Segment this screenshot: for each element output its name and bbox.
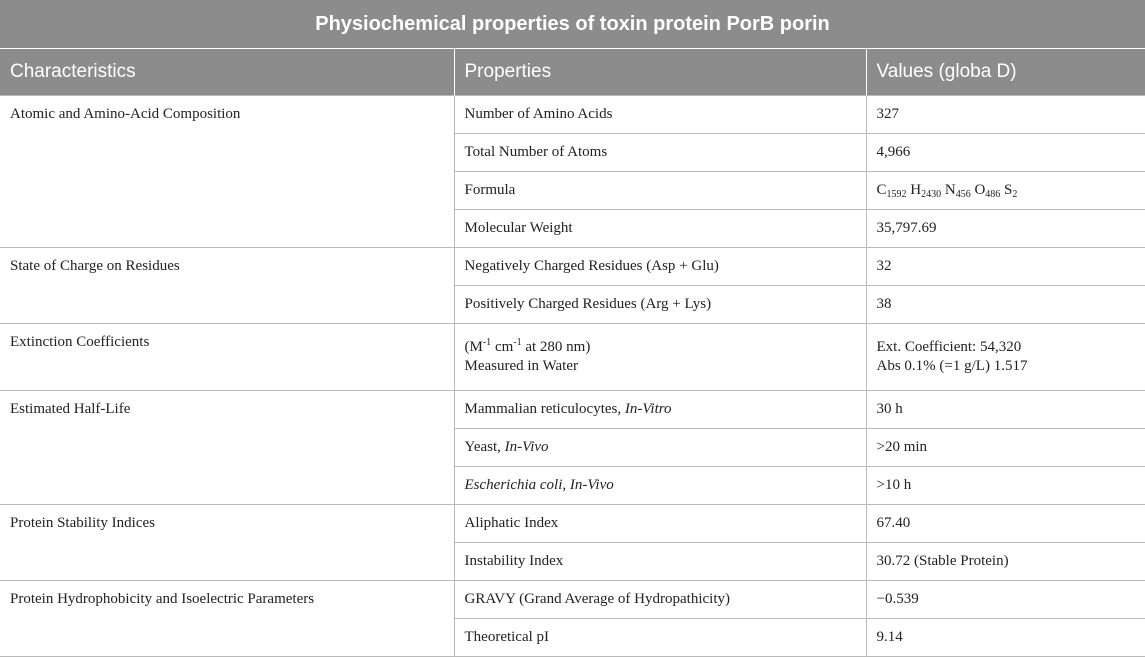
table-title: Physiochemical properties of toxin protein PorB porin — [0, 0, 1145, 49]
ext-coefficient: Ext. Coefficient: 54,320 — [876, 339, 1022, 355]
table-row — [0, 96, 1145, 134]
table-row — [0, 581, 1145, 619]
value-cell: >10 h — [866, 467, 1145, 505]
organism: Yeast — [464, 439, 498, 455]
formula-element: H — [910, 182, 922, 198]
column-header-values: Values (globa D) — [866, 49, 1145, 96]
unit-rest: at 280 nm) — [525, 339, 591, 355]
abs-value: Abs 0.1% (=1 g/L) 1.517 — [876, 358, 1028, 374]
property-cell: GRAVY (Grand Average of Hydropathicity) — [454, 581, 866, 619]
group-label-halflife: Estimated Half-Life — [0, 391, 454, 505]
formula-subscript: 2430 — [921, 189, 942, 200]
condition: In-Vivo — [569, 477, 614, 493]
group-label-extinction: Extinction Coefficients — [0, 324, 454, 391]
unit-m: M — [469, 339, 483, 355]
formula-subscript: 2 — [1012, 189, 1018, 200]
property-cell: Total Number of Atoms — [454, 134, 866, 172]
column-header-characteristics: Characteristics — [0, 49, 454, 96]
value-cell — [866, 324, 1145, 391]
property-cell: Mammalian reticulocytes, In-Vitro — [454, 391, 866, 429]
formula-subscript: 1592 — [886, 189, 907, 200]
formula-element: C — [876, 182, 887, 198]
table-row — [0, 505, 1145, 543]
unit-cm-exponent: -1 — [513, 337, 522, 348]
formula-element: N — [944, 182, 956, 198]
property-cell: Molecular Weight — [454, 210, 866, 248]
formula-subscript: 486 — [985, 189, 1001, 200]
table-row — [0, 248, 1145, 286]
column-header-properties: Properties — [454, 49, 866, 96]
measured-in-water: Measured in Water — [464, 358, 578, 374]
organism: Escherichia coli — [464, 477, 563, 493]
property-cell: Positively Charged Residues (Arg + Lys) — [454, 286, 866, 324]
property-cell: Formula — [454, 172, 866, 210]
value-cell: −0.539 — [866, 581, 1145, 619]
property-cell: Aliphatic Index — [454, 505, 866, 543]
value-cell: 9.14 — [866, 619, 1145, 657]
group-label-atomic: Atomic and Amino-Acid Composition — [0, 96, 454, 248]
group-label-hydro: Protein Hydrophobicity and Isoelectric Parameters — [0, 581, 454, 657]
property-cell: Negatively Charged Residues (Asp + Glu) — [454, 248, 866, 286]
organism: Mammalian reticulocytes — [464, 401, 618, 417]
group-label-charge: State of Charge on Residues — [0, 248, 454, 324]
property-cell: Theoretical pI — [454, 619, 866, 657]
value-cell: 38 — [866, 286, 1145, 324]
formula-element: S — [1004, 182, 1013, 198]
unit-m-exponent: -1 — [482, 337, 492, 348]
value-cell: 4,966 — [866, 134, 1145, 172]
property-cell: Escherichia coli, In-Vivo — [454, 467, 866, 505]
group-label-stability: Protein Stability Indices — [0, 505, 454, 581]
unit-cm: cm — [494, 339, 514, 355]
value-cell: 327 — [866, 96, 1145, 134]
condition: In-Vitro — [624, 401, 672, 417]
value-cell: 67.40 — [866, 505, 1145, 543]
formula-subscript: 456 — [955, 189, 971, 200]
property-cell: Number of Amino Acids — [454, 96, 866, 134]
value-cell: 35,797.69 — [866, 210, 1145, 248]
value-cell: 32 — [866, 248, 1145, 286]
value-cell: 30 h — [866, 391, 1145, 429]
value-cell: 30.72 (Stable Protein) — [866, 543, 1145, 581]
property-cell: ($M^{-1}$ $cm^{-1}$ at 280 nm) Measured in Water — [454, 324, 866, 391]
property-cell: Yeast, In-Vivo — [454, 429, 866, 467]
property-cell: Instability Index — [454, 543, 866, 581]
condition: In-Vivo — [504, 439, 549, 455]
table-row — [0, 391, 1145, 429]
table-row — [0, 324, 1145, 391]
formula-cell — [866, 172, 1145, 210]
formula-element: O — [974, 182, 986, 198]
value-cell: >20 min — [866, 429, 1145, 467]
